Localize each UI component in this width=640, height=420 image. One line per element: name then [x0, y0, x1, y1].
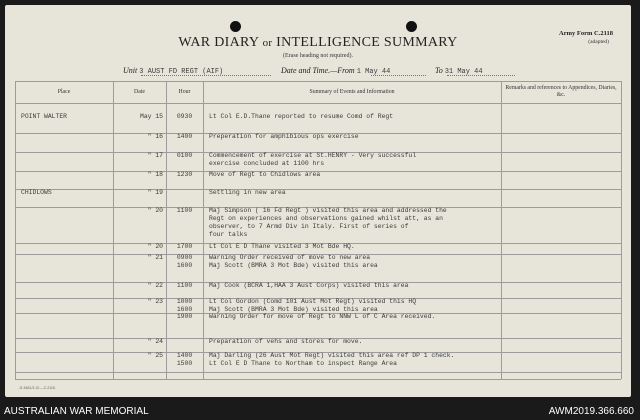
col-divider-6 — [621, 81, 622, 379]
entry-summary-line: Maj Scott (BMRA 3 Mot Bde) visited this area — [209, 306, 378, 313]
col-header-date: Date — [134, 89, 145, 95]
entry-summary-line: Lt Col E.D.Thane reported to resume Comd of Regt — [209, 113, 394, 120]
entry-date: " 20 — [147, 207, 163, 214]
punch-hole-left — [230, 21, 241, 32]
entry-place: POINT WALTER — [21, 113, 68, 120]
entry-date: May 15 — [139, 113, 163, 120]
entry-summary-line: Regt on experiences and observations gained whilst att, as an — [209, 215, 443, 222]
entry-hour: 1400 — [176, 133, 193, 140]
entry-hour: 1230 — [176, 171, 193, 178]
entry-summary-line: Maj Scott (BMRA 3 Mot Bde) visited this area — [209, 262, 378, 269]
entry-date: " 19 — [147, 189, 163, 196]
form-subtitle: (Erase heading not required). — [283, 53, 353, 59]
bottom-rule — [15, 379, 621, 380]
unit-underline — [141, 75, 271, 76]
header-bottom-rule — [15, 103, 621, 104]
entry-date: " 23 — [147, 298, 163, 305]
entry-date: " 21 — [147, 254, 163, 261]
entry-hour: 1100 — [176, 282, 193, 289]
war-diary-sheet — [5, 5, 631, 397]
form-title: WAR DIARY or INTELLIGENCE SUMMARY — [178, 35, 458, 50]
date-from-underline — [371, 75, 426, 76]
entry-date: " 25 — [147, 352, 163, 359]
entry-summary-line: Move of Regt to Chidlows area — [209, 171, 321, 178]
col-header-hour: Hour — [178, 89, 191, 95]
row-rule — [15, 372, 621, 373]
col-header-remarks: Remarks and references to Appendices, Diaries, &c. — [505, 85, 617, 98]
date-to: 31 May 44 — [444, 68, 483, 76]
entry-hour: 0100 — [176, 152, 193, 159]
entry-date: " 24 — [147, 338, 163, 345]
print-code: J1.5461/3.10.—C.2118. — [19, 386, 56, 390]
col-divider-3 — [166, 81, 167, 379]
date-label: Date and Time.—From 1 May 44 — [281, 66, 391, 76]
entry-hour: 1100 — [176, 207, 193, 214]
header-top-rule — [15, 81, 621, 82]
entry-summary-line: exercise concluded at 1100 hrs — [209, 160, 325, 167]
col-divider-5 — [501, 81, 502, 379]
entry-hour: 1000 1600 — [176, 298, 193, 313]
army-form-number: Army Form C.2118 — [559, 30, 613, 37]
col-divider-4 — [203, 81, 204, 379]
date-to-underline — [447, 75, 515, 76]
entry-summary-line: Lt Col E D Thane visited 3 Mot Bde HQ. — [209, 243, 355, 250]
entry-hour: 1900 — [176, 313, 193, 320]
entry-summary-line: Lt Col E D Thane to Northam to inspect Range Area — [209, 360, 397, 367]
date-to-label: To 31 May 44 — [435, 66, 483, 76]
entry-summary-line: Maj Simpson ( 16 Fd Regt ) visited this area and addressed the — [209, 207, 447, 214]
col-header-summary: Summary of Events and Information — [309, 89, 395, 95]
entry-summary-line: Warning Order received of move to new area — [209, 254, 371, 261]
entry-summary-line: Lt Col Gordon (Comd 101 Aust Mot Regt) visited this HQ — [209, 298, 417, 305]
entry-hour: 1400 1500 — [176, 352, 193, 367]
footer-credit: AUSTRALIAN WAR MEMORIAL — [4, 406, 149, 417]
col-divider-1 — [15, 81, 16, 379]
entry-summary-line: Preparation of vehs and stores for move. — [209, 338, 363, 345]
entry-summary-line: four talks — [209, 231, 248, 238]
entry-summary-line: Warning Order for move of Regt to NNW L of C Area received. — [209, 313, 436, 320]
entry-date: " 17 — [147, 152, 163, 159]
entry-date: " 22 — [147, 282, 163, 289]
entry-hour: 0900 1600 — [176, 254, 193, 269]
unit-value: 3 AUST FD REGT (AIF) — [139, 68, 224, 76]
entry-hour: 1700 — [176, 243, 193, 250]
entry-summary-line: observer, to 7 Armd Div in Italy. First of series of — [209, 223, 409, 230]
entry-summary-line: Preperation for amphibious ops exercise — [209, 133, 359, 140]
entry-date: " 16 — [147, 133, 163, 140]
col-divider-2 — [113, 81, 114, 379]
army-form-note: (adapted) — [588, 39, 609, 45]
punch-hole-right — [406, 21, 417, 32]
entry-summary-line: Settling in new area — [209, 189, 286, 196]
entry-hour: 0930 — [176, 113, 193, 120]
date-from: 1 May 44 — [356, 68, 391, 76]
entry-summary-line: Maj Cook (BCRA 1,HAA 3 Aust Corps) visited this area — [209, 282, 409, 289]
unit-label: Unit 3 AUST FD REGT (AIF) — [123, 66, 224, 76]
entry-summary-line: Maj Darling (26 Aust Mot Regt) visited this area ref DP 1 check. — [209, 352, 455, 359]
entry-place: CHIDLOWS — [21, 189, 52, 196]
entry-summary-line: Commencement of exercise at St.HENRY - Very successful — [209, 152, 417, 159]
entry-date: " 20 — [147, 243, 163, 250]
col-header-place: Place — [57, 89, 71, 95]
footer-accession: AWM2019.366.660 — [548, 406, 634, 417]
entry-date: " 18 — [147, 171, 163, 178]
